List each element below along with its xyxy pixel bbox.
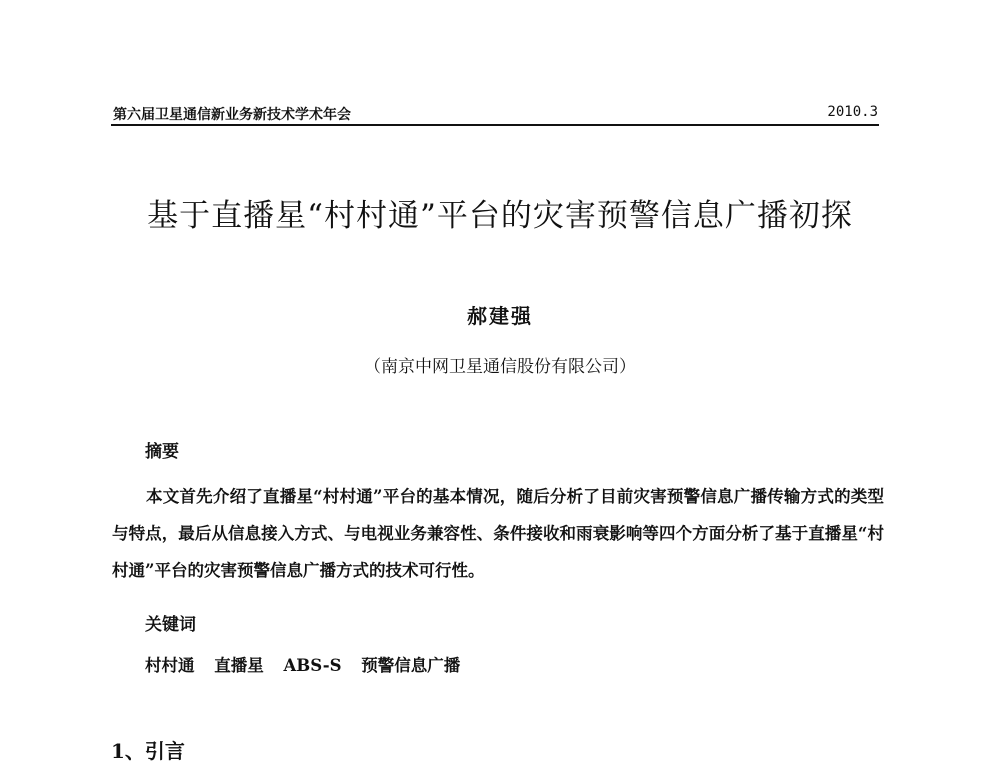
keywords-label: 关键词 — [145, 615, 196, 635]
abstract-text: 本文首先介绍了直播星“村村通”平台的基本情况，随后分析了目前灾害预警信息广播传输方式的类型与特点，最后从信息接入方式、与电视业务兼容性、条件接收和雨衰影响等四个方面分析了基于直播星“村村通”平台的灾害预警信息广播方式的技术可行性。 — [112, 487, 884, 580]
header-date: 2010.3 — [827, 104, 878, 120]
keyword-item: ABS-S — [283, 656, 342, 675]
keyword-item: 预警信息广播 — [361, 656, 461, 675]
keyword-item: 直播星 — [214, 656, 264, 675]
keyword-item: 村村通 — [145, 656, 195, 675]
author-affiliation: （南京中网卫星通信股份有限公司） — [364, 357, 636, 377]
header-rule — [111, 124, 879, 126]
author-name: 郝建强 — [467, 304, 533, 328]
section-heading-introduction: 1、引言 — [111, 739, 185, 763]
paper-title: 基于直播星“村村通”平台的灾害预警信息广播初探 — [147, 198, 853, 234]
conference-name: 第六届卫星通信新业务新技术学术年会 — [113, 107, 351, 123]
keywords-list — [145, 652, 474, 676]
abstract-label: 摘要 — [145, 442, 179, 462]
